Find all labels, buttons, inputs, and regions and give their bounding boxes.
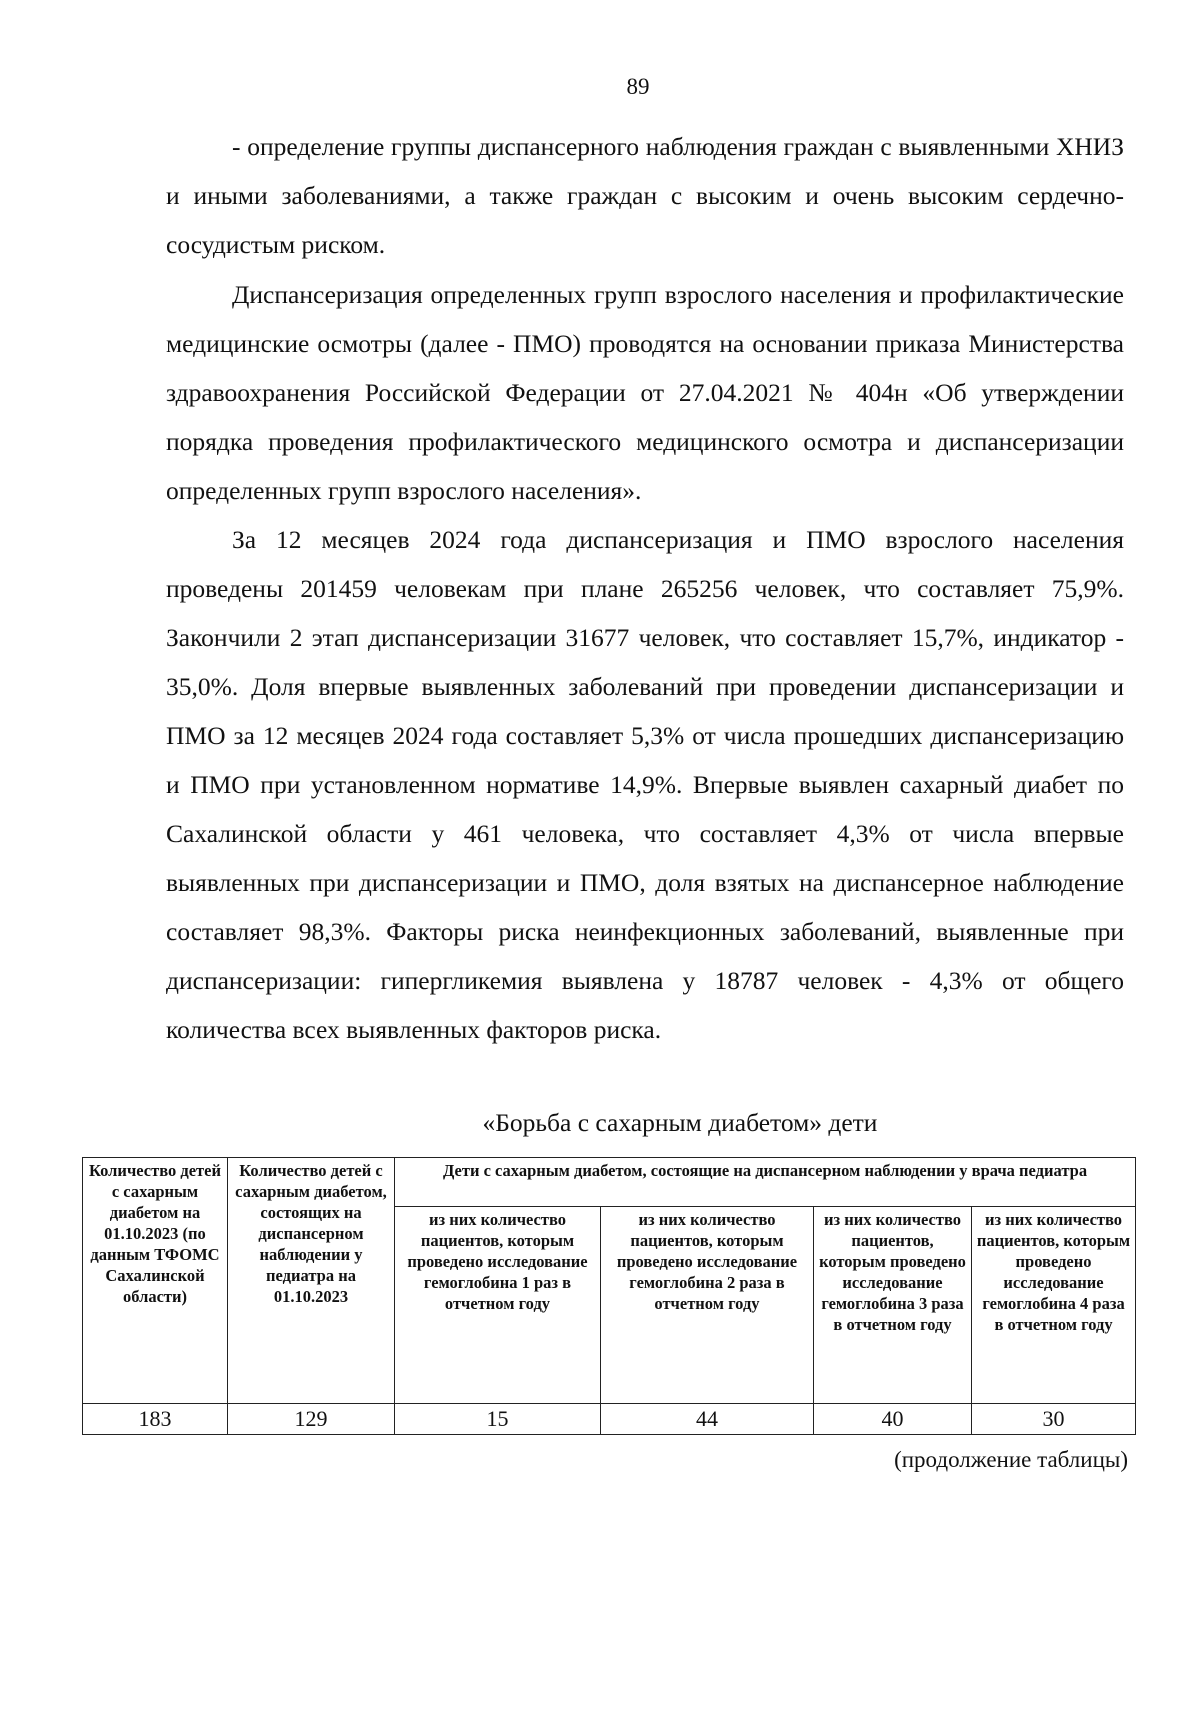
header-children-count: Количество детей с сахарным диабетом на 01.10.2023 (по данным ТФОМС Сахалинской области) bbox=[83, 1158, 228, 1404]
table-cell: 15 bbox=[395, 1404, 601, 1435]
paragraph-text: За 12 месяцев 2024 года диспансеризация и ПМО взрослого населения проведены 201459 человекам при плане 265256 человек, что составляет 75,9%. Закончили 2 этап диспансеризации 31677 человек, что составляет 15,7%, индикатор - 35,0%. Доля впервые выявленных заболеваний при проведении диспансеризации и ПМО за 12 месяцев 2024 года составляет 5,3% от числа прошедших диспансеризацию и ПМО при установленном нормативе 14,9%. Впервые выявлен сахарный диабет по Сахалинской области у 461 человека, что составляет 4,3% от числа впервые выявленных при диспансеризации и ПМО, доля взятых на диспансерное наблюдение составляет 98,3%. Факторы риска неинфекционных заболеваний, выявленные при диспансеризации: гипергликемия выявлена у 18787 человек - 4,3% от общего количества всех выявленных факторов риска. bbox=[166, 525, 1124, 1044]
table-cell: 30 bbox=[972, 1404, 1136, 1435]
table-cell: 129 bbox=[228, 1404, 395, 1435]
table-row bbox=[83, 1404, 1136, 1435]
table-cell: 44 bbox=[601, 1404, 814, 1435]
table-cell: 40 bbox=[814, 1404, 972, 1435]
paragraph-2 bbox=[166, 270, 1124, 515]
table-continuation-note: (продолжение таблицы) bbox=[894, 1447, 1128, 1472]
page-number: 89 bbox=[626, 74, 650, 99]
paragraph-3 bbox=[166, 515, 1124, 1054]
table-cell: 183 bbox=[83, 1404, 228, 1435]
header-hemoglobin-3: из них количество пациентов, которым проведено исследование гемоглобина 3 раза в отчетном году bbox=[814, 1207, 972, 1404]
paragraph-text: - определение группы диспансерного наблюдения граждан с выявленными ХНИЗ и иными заболеваниями, а также граждан с высоким и очень высоким сердечно-сосудистым риском. bbox=[166, 132, 1124, 259]
table-header-row bbox=[83, 1158, 1136, 1207]
header-group-observation: Дети с сахарным диабетом, состоящие на диспансерном наблюдении у врача педиатра bbox=[395, 1158, 1136, 1207]
paragraph-text: Диспансеризация определенных групп взрослого населения и профилактические медицинские осмотры (далее - ПМО) проводятся на основании приказа Министерства здравоохранения Российской Федерации от 27.04.2021 № 404н «Об утверждении порядка проведения профилактического медицинского осмотра и диспансеризации определенных групп взрослого населения». bbox=[166, 280, 1124, 505]
table-title: «Борьба с сахарным диабетом» дети bbox=[482, 1108, 878, 1137]
header-hemoglobin-4: из них количество пациентов, которым проведено исследование гемоглобина 4 раза в отчетном году bbox=[972, 1207, 1136, 1404]
header-hemoglobin-1: из них количество пациентов, которым проведено исследование гемоглобина 1 раз в отчетном году bbox=[395, 1207, 601, 1404]
paragraph-1 bbox=[166, 122, 1124, 269]
header-children-on-observation: Количество детей с сахарным диабетом, состоящих на диспансерном наблюдении у педиатра на 01.10.2023 bbox=[228, 1158, 395, 1404]
diabetes-children-table bbox=[82, 1157, 1136, 1435]
header-hemoglobin-2: из них количество пациентов, которым проведено исследование гемоглобина 2 раза в отчетном году bbox=[601, 1207, 814, 1404]
